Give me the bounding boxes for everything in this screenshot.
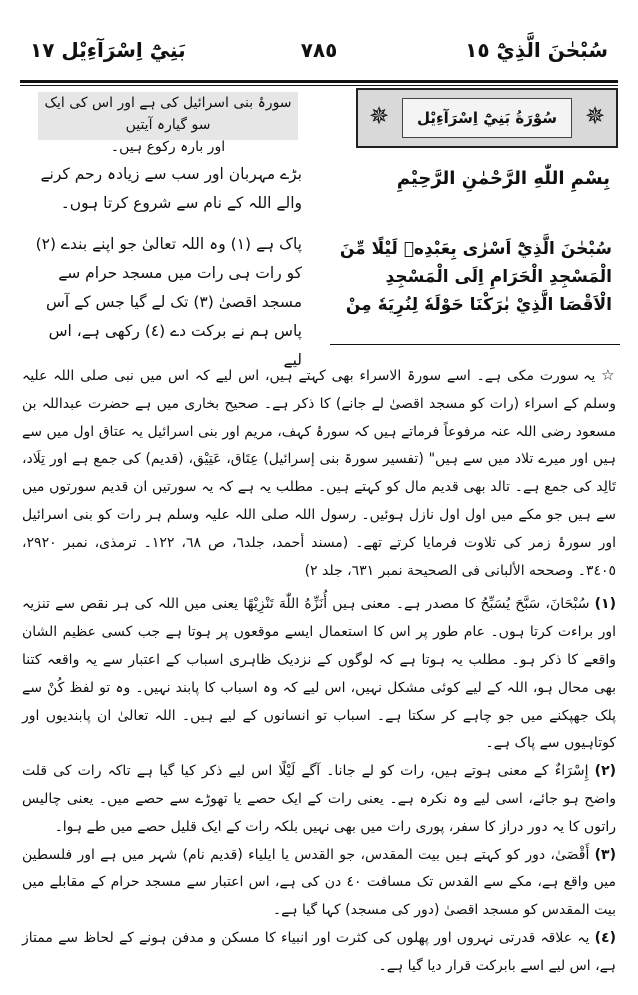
- footnote-marker: (٣): [594, 846, 616, 863]
- header-rule-thin: [20, 85, 618, 86]
- footnote-3: [22, 842, 616, 925]
- footnote-2: [22, 758, 616, 841]
- page-header: [20, 30, 618, 80]
- star-icon: ☆: [601, 366, 616, 384]
- bismillah-translation: بڑے مہربان اور سب سے زیادہ رحم کرنے والے اللہ کے نام سے شروع کرتا ہوں۔: [40, 165, 302, 212]
- surah-title-box: [356, 88, 618, 148]
- ornament-icon: ✵: [584, 102, 606, 130]
- ayah-translation: پاک ہے (١) وہ اللہ تعالیٰ جو اپنے بندے (٢) کو رات ہی رات میں مسجد حرام سے مسجد اقصیٰ (٣) تک لے گیا جس کے آس پاس ہم نے برکت دے (٤) رکھی ہے، اس لیے: [35, 235, 302, 369]
- footnote-text: أَقْصَىٰ، دور کو کہتے ہیں بیت المقدس، جو القدس یا ایلیاء (قدیم نام) شہر میں ہے اور فلسطین میں واقع ہے، مکے سے القدس تک مسافت ٤٠ دن کی ہے، اس اعتبار سے مسجد حرام کے مقابلے میں بیت المقدس کو مسجد اقصیٰ (دور کی مسجد) کہا گیا ہے۔: [22, 846, 617, 919]
- ayah-arabic: سُبْحٰنَ الَّذِيْٓ اَسْرٰى بِعَبْدِهٖ لَيْلًا مِّنَ الْمَسْجِدِ الْحَرَامِ اِلَى الْمَسْجِدِ الْاَقْصَا الَّذِيْ بٰرَكْنَا حَوْلَهٗ لِنُرِيَهٗ مِنْ: [339, 239, 612, 315]
- footnote-intro: [22, 362, 616, 585]
- header-juz: سُبْحٰنَ الَّذِيْٓ ١٥: [465, 38, 608, 62]
- footnote-marker: (١): [594, 596, 616, 613]
- surah-info-box: [38, 92, 298, 155]
- footnote-text: إِسْرَاءٌ کے معنی ہوتے ہیں، رات کو لے جانا۔ آگے لَيْلًا اس لیے ذکر کیا گیا ہے تاکہ رات کی قلت واضح ہو جائے، اسی لیے وہ نکرہ ہے۔ یعنی رات کے ایک حصے یا تھوڑے سے حصے میں۔ یعنی چالیس راتوں کا یہ دور دراز کا سفر، پوری رات میں بھی نہیں بلکہ رات کے ایک قلیل حصے میں طے ہوا۔: [22, 763, 616, 835]
- footnote-marker: (٢): [594, 763, 617, 780]
- footnote-marker: (٤): [594, 929, 616, 946]
- footnote-1: [22, 591, 616, 758]
- footnote-text: یہ علاقہ قدرتی نہروں اور پھلوں کی کثرت اور انبیاء کا مسکن و مدفن ہونے کے لحاظ سے ممتاز ہے، اس لیے اسے بابرکت قرار دیا گیا ہے۔: [22, 929, 616, 974]
- surah-title: سُوْرَةُ بَنِيْٓ اِسْرَآءِيْل: [402, 98, 572, 138]
- footnote-text: یہ سورت مکی ہے۔ اسے سورۃ الاسراء بھی کہتے ہیں، اس لیے کہ اس میں نبی صلی اللہ علیہ وسلم کے اسراء (رات کو مسجد اقصیٰ لے جانے) کا ذکر ہے۔ صحیح بخاری میں ہے حضرت عبداللہ بن مسعود رضی اللہ عنہ مرفوعاً فرماتے ہیں کہ سورۂ کہف، مریم اور بنی اسرائیل یہ عتاق اول میں سے ہیں اور میرے تلاد میں سے ہیں" (تفسیر سورۃ بنی إسرائیل) عِتَاق، عَتِيْق، (قدیم) کی جمع ہے اور تِلَاد، تَالِد کی جمع ہے۔ تالد بھی قدیم مال کو کہتے ہیں۔ مطلب یہ ہے کہ یہ سورتیں ان قدیم سورتوں میں سے ہیں جو مکے میں اول اول نازل ہوئیں۔ رسول اللہ صلی اللہ علیہ وسلم ہر رات کو بنی اسرائیل اور سورۂ زمر کی تلاوت فرمایا کرتے تھے۔ (مسند أحمد، جلد٦، ص ٦٨، ١٢٢۔ ترمذی، نمبر ٢٩٢٠، ٣٤٠٥۔ وصححه الألبانی فی الصحیحة نمبر ٦٣١، جلد ٢): [22, 368, 616, 579]
- footnote-text: سُبْحَانَ، سَبَّحَ يُسَبِّحُ کا مصدر ہے۔ معنی ہیں أُنَزِّهُ اللّٰهَ تَنْزِيْهًا یعنی میں اللہ کی ہر نقص سے تنزیہ اور براءت کرتا ہوں۔ عام طور پر اس کا استعمال ایسے موقعوں پر ہوتا ہے جب کسی عظیم الشان واقعے کا ذکر ہو۔ مطلب یہ ہوتا ہے کہ لوگوں کے نزدیک ظاہری اسباب کے اعتبار سے یہ واقعہ کتنا بھی محال ہو، اللہ کے لیے کوئی مشکل نہیں، اس لیے کہ وہ اسباب کا پابند نہیں۔ وہ تو لفظ کُنْ سے پلک جھپکنے میں جو چاہے کر سکتا ہے۔ اسباب تو انسانوں کے لیے ہیں۔ اللہ تعالیٰ ان پابندیوں اور کوتاہیوں سے پاک ہے۔: [22, 596, 616, 752]
- surah-info-line2: اور بارہ رکوع ہیں۔: [110, 139, 226, 155]
- footnotes: [22, 362, 616, 981]
- bismillah-arabic: بِسْمِ اللّٰهِ الرَّحْمٰنِ الرَّحِيْمِ: [396, 168, 610, 189]
- surah-info-line1: سورۂ بنی اسرائیل کی ہے اور اس کی ایک سو گیارہ آیتیں: [44, 95, 292, 133]
- footnote-separator: [330, 344, 620, 345]
- ornament-icon: ✵: [368, 102, 390, 130]
- footnote-4: [22, 925, 616, 981]
- header-rule: [20, 80, 618, 83]
- page-number: ٧٨٥: [300, 38, 338, 62]
- header-surah: بَنِيْٓ اِسْرَآءِيْل ١٧: [30, 38, 186, 62]
- translation-column: [32, 160, 302, 387]
